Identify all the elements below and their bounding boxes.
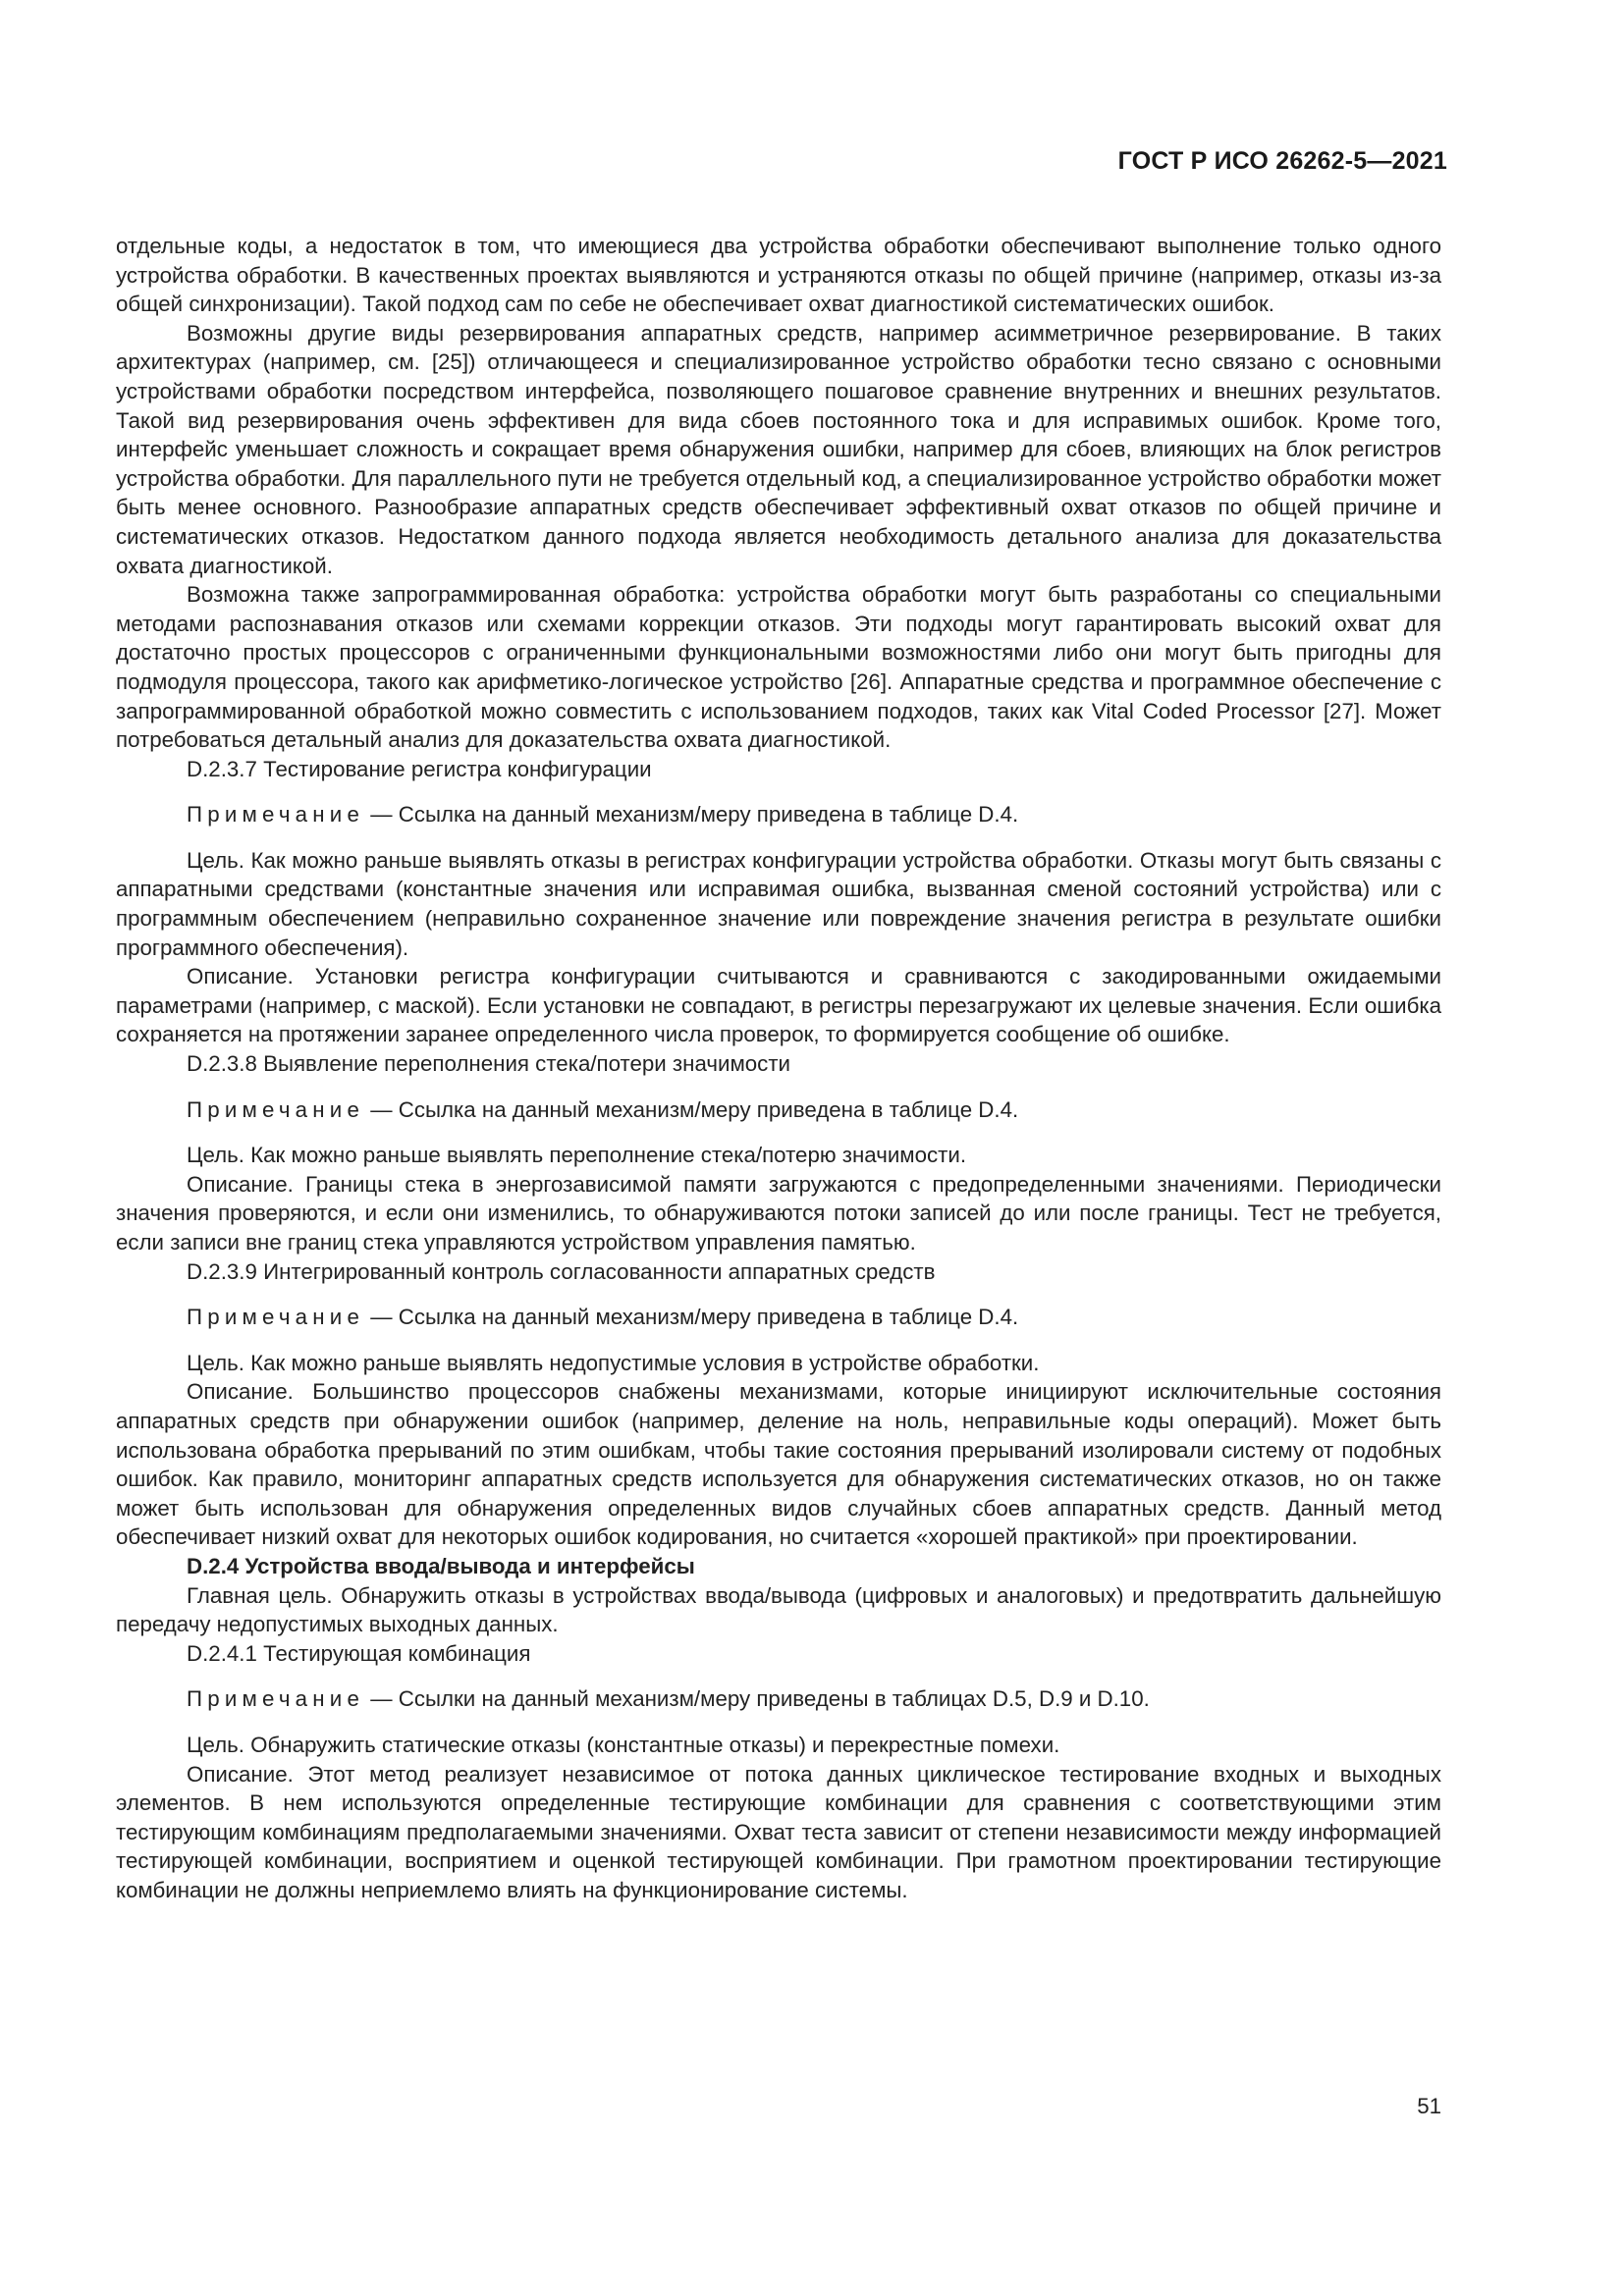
section-heading-d238: D.2.3.8 Выявление переполнения стека/потери значимости <box>187 1051 790 1077</box>
page-number: 51 <box>1417 2094 1441 2118</box>
note-text: Ссылка на данный механизм/меру приведена в таблице D.4. <box>398 1305 1019 1330</box>
paragraph: Главная цель. Обнаружить отказы в устройствах ввода/вывода (цифровых и аналоговых) и предотвратить дальнейшую передачу недопустимых выходных данных. <box>116 1582 1441 1637</box>
paragraph: Описание. Большинство процессоров снабжены механизмами, которые инициируют исключительные состояния аппаратных средств при обнаружении ошибок (например, деление на ноль, неправильные коды операций). Может быть использована обработка прерываний по этим ошибкам, чтобы такие состояния прерываний изолировали систему от подобных ошибок. Как правило, мониторинг аппаратных средств используется для обнаружения систематических отказов, но он также может быть использован для обнаружения определенных видов случайных сбоев аппаратных средств. Данный метод обеспечивает низкий охват для некоторых ошибок кодирования, но считается «хорошей практикой» при проектировании. <box>116 1379 1441 1550</box>
section-heading-d241: D.2.4.1 Тестирующая комбинация <box>187 1640 531 1666</box>
note <box>116 1095 1441 1125</box>
note-dash: — <box>370 1305 393 1330</box>
document-header: ГОСТ Р ИСО 26262-5—2021 <box>1117 147 1447 175</box>
note-label: Примечание <box>187 1096 365 1122</box>
section-heading-d239: D.2.3.9 Интегрированный контроль согласованности аппаратных средств <box>187 1258 936 1284</box>
note-label: Примечание <box>187 1686 365 1712</box>
note <box>116 1303 1441 1332</box>
paragraph: Описание. Границы стека в энергозависимой памяти загружаются с предопределенными значениями. Периодически значения проверяются, и если они изменились, то обнаруживаются потоки записей до или после границы. Тест не требуется, если записи вне границ стека управляются устройством управления памятью. <box>116 1171 1441 1255</box>
paragraph: Цель. Как можно раньше выявлять переполнение стека/потерю значимости. <box>187 1143 967 1168</box>
section-heading-d237: D.2.3.7 Тестирование регистра конфигурации <box>187 756 652 781</box>
note-dash: — <box>370 802 393 828</box>
paragraph: Описание. Этот метод реализует независимое от потока данных циклическое тестирование входных и выходных элементов. В нем используются определенные тестирующие комбинации для сравнения с соответствующими этим тестирующим комбинациям предполагаемыми значениями. Охват теста зависит от степени независимости между информацией тестирующей комбинации, восприятием и оценкой тестирующей комбинации. При грамотном проектировании тестирующие комбинации не должны неприемлемо влиять на функционирование системы. <box>116 1761 1441 1902</box>
note-text: Ссылка на данный механизм/меру приведена в таблице D.4. <box>398 1096 1019 1122</box>
note-text: Ссылки на данный механизм/меру приведены в таблицах D.5, D.9 и D.10. <box>398 1686 1150 1712</box>
note <box>116 1684 1441 1714</box>
note-dash: — <box>370 1686 393 1712</box>
paragraph: Цель. Как можно раньше выявлять отказы в регистрах конфигурации устройства обработки. Отказы могут быть связаны с аппаратными средствами (константные значения или исправимая ошибка, вызванная сменой состояний устройства) или с программным обеспечением (неправильно сохраненное значение или повреждение значения регистра в результате ошибки программного обеспечения). <box>116 847 1441 960</box>
paragraph: Возможна также запрограммированная обработка: устройства обработки могут быть разработаны со специальными методами распознавания отказов или схемами коррекции отказов. Эти подходы могут гарантировать высокий охват для достаточно простых процессоров с ограниченными функциональными возможностями либо они могут быть пригодны для подмодуля процессора, такого как арифметико-логическое устройство [26]. Аппаратные средства и программное обеспечение с запрограммированной обработкой можно совместить с использованием подходов, таких как Vital Coded Processor [27]. Может потребоваться детальный анализ для доказательства охвата диагностикой. <box>116 582 1441 753</box>
note-label: Примечание <box>187 802 365 828</box>
paragraph: Цель. Обнаружить статические отказы (константные отказы) и перекрестные помехи. <box>187 1732 1060 1757</box>
document-body <box>116 232 1441 1904</box>
paragraph: Описание. Установки регистра конфигурации считываются и сравниваются с закодированными ожидаемыми параметрами (например, с маской). Если установки не совпадают, в регистры перезагружают их целевые значения. Если ошибка сохраняется на протяжении заранее определенного числа проверок, то формируется сообщение об ошибке. <box>116 964 1441 1047</box>
note-text: Ссылка на данный механизм/меру приведена в таблице D.4. <box>398 802 1019 828</box>
paragraph: Цель. Как можно раньше выявлять недопустимые условия в устройстве обработки. <box>187 1350 1040 1375</box>
note <box>116 800 1441 829</box>
note-label: Примечание <box>187 1305 365 1330</box>
note-dash: — <box>370 1096 393 1122</box>
section-heading-d24: D.2.4 Устройства ввода/вывода и интерфейсы <box>187 1553 695 1578</box>
paragraph: отдельные коды, а недостаток в том, что имеющиеся два устройства обработки обеспечивают выполнение только одного устройства обработки. В качественных проектах выявляются и устраняются отказы по общей причине (например, отказы из-за общей синхронизации). Такой подход сам по себе не обеспечивает охват диагностикой систематических ошибок. <box>116 234 1441 317</box>
paragraph: Возможны другие виды резервирования аппаратных средств, например асимметричное резервирование. В таких архитектурах (например, см. [25]) отличающееся и специализированное устройство обработки тесно связано с основными устройствами обработки посредством интерфейса, позволяющего пошаговое сравнение внутренних и внешних результатов. Такой вид резервирования очень эффективен для вида сбоев постоянного тока и для исправимых ошибок. Кроме того, интерфейс уменьшает сложность и сокращает время обнаружения ошибки, например для сбоев, влияющих на блок регистров устройства обработки. Для параллельного пути не требуется отдельный код, а специализированное устройство обработки может быть менее основного. Разнообразие аппаратных средств обеспечивает эффективный охват отказов по общей причине и систематических отказов. Недостатком данного подхода является необходимость детального анализа для доказательства охвата диагностикой. <box>116 320 1441 578</box>
